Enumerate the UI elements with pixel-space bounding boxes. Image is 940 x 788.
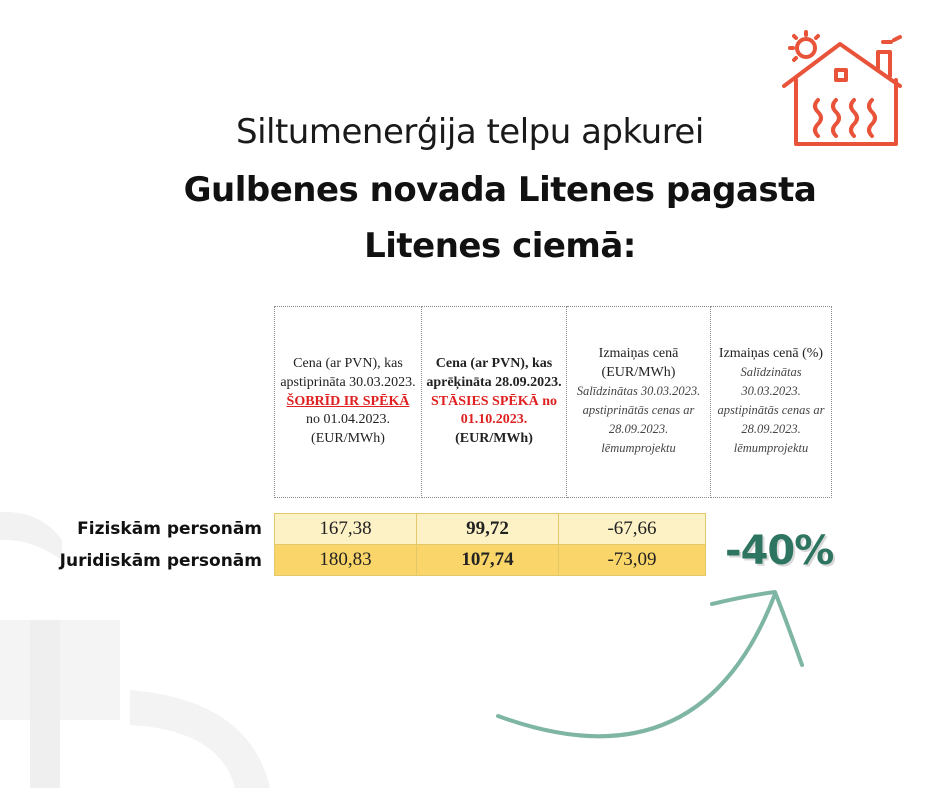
page-title-line-2: Litenes ciemā: <box>364 226 636 266</box>
header-change-eur-note: Salīdzinātas 30.03.2023. apstiprinātās cenas ar 28.09.2023. lēmumprojektu <box>576 384 701 455</box>
price-diff-cell: -67,66 <box>559 514 706 545</box>
price-diff-cell: -73,09 <box>559 545 706 576</box>
page-title-line-1: Gulbenes novada Litenes pagasta <box>183 170 817 210</box>
header-change-percent-text: Izmaiņas cenā (%) <box>718 346 824 362</box>
header-new-price-text: Cena (ar PVN), kas aprēķināta 28.09.2023. <box>426 355 562 390</box>
new-price-cell: 107,74 <box>417 545 559 576</box>
table-row <box>275 545 706 576</box>
price-data-table <box>274 513 706 576</box>
header-current-price <box>275 307 422 498</box>
row-label-individuals: Fiziskām personām <box>77 519 262 539</box>
price-header-table <box>274 306 832 498</box>
header-new-price <box>422 307 567 498</box>
header-current-price-text: Cena (ar PVN), kas apstiprināta 30.03.2023. <box>280 355 416 390</box>
header-new-price-unit: (EUR/MWh) <box>455 431 533 447</box>
decorative-bar-shape <box>30 620 60 788</box>
header-change-percent <box>711 307 832 498</box>
percent-change-badge: -40% <box>725 528 834 574</box>
house-heating-icon <box>778 30 908 150</box>
old-price-cell: 167,38 <box>275 514 417 545</box>
row-label-legal-entities: Juridiskām personām <box>59 551 262 571</box>
curved-arrow-icon <box>498 592 802 736</box>
header-change-eur-text: Izmaiņas cenā (EUR/MWh) <box>598 346 679 381</box>
current-in-force-label: ŠOBRĪD IR SPĒKĀ <box>286 393 410 409</box>
header-current-price-date: no 01.04.2023. (EUR/MWh) <box>306 412 390 447</box>
new-in-force-label: STĀSIES SPĒKĀ no 01.10.2023. <box>430 393 558 428</box>
table-row <box>275 514 706 545</box>
new-price-cell: 99,72 <box>417 514 559 545</box>
header-change-percent-note: Salīdzinātas 30.03.2023. apstipinātās cenas ar 28.09.2023. lēmumprojektu <box>717 365 825 455</box>
header-change-eur <box>567 307 711 498</box>
page-subtitle: Siltumenerģija telpu apkurei <box>236 112 704 152</box>
decorative-curve-shape <box>130 690 270 788</box>
old-price-cell: 180,83 <box>275 545 417 576</box>
decorative-arc-shape <box>0 512 62 560</box>
